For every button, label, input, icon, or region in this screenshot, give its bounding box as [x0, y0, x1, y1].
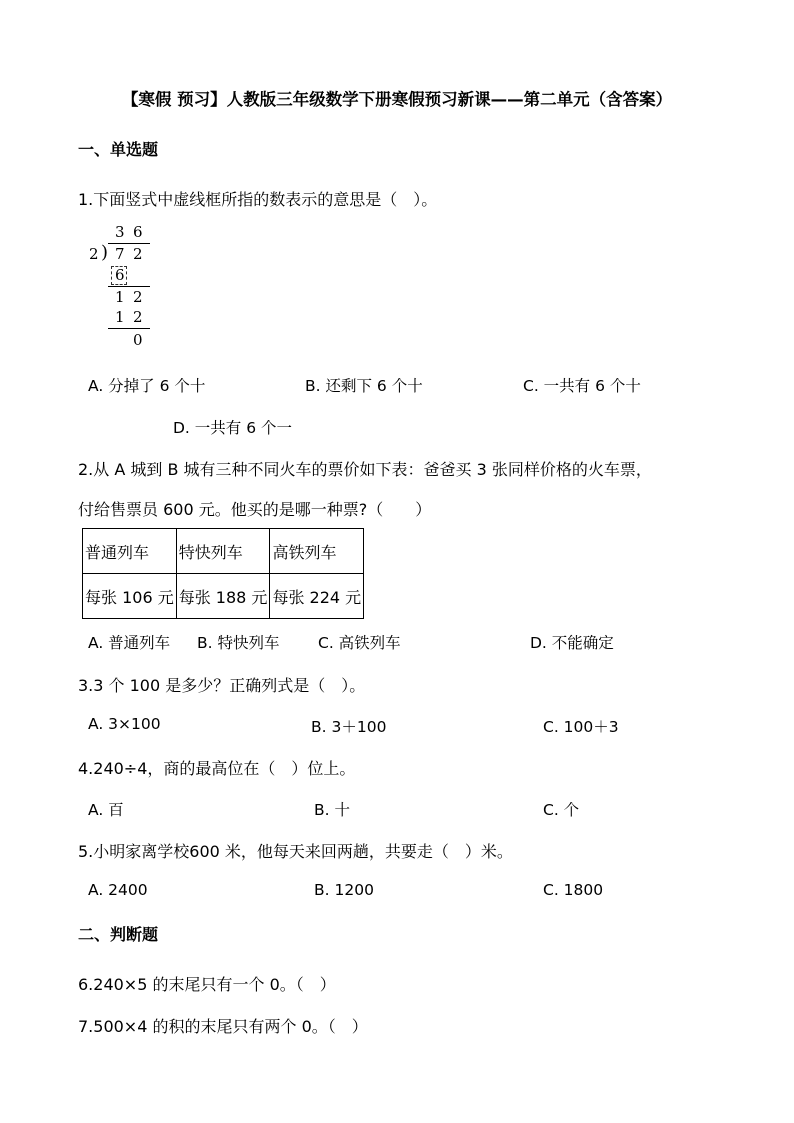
- table-cell: 每张 224 元: [270, 574, 364, 619]
- quotient-digit: 3: [115, 223, 125, 241]
- table-cell: 每张 106 元: [83, 574, 177, 619]
- remainder-digit: 1: [115, 288, 125, 306]
- dividend-digit: 7: [115, 245, 125, 263]
- q1-option-c[interactable]: C. 一共有 6 个十: [523, 377, 641, 395]
- q1-option-a[interactable]: A. 分掉了 6 个十: [88, 377, 206, 395]
- table-header-cell: 高铁列车: [270, 529, 364, 574]
- q2-option-b[interactable]: B. 特快列车: [197, 634, 280, 652]
- final-remainder: 0: [133, 331, 143, 349]
- q1-option-d[interactable]: D. 一共有 6 个一: [173, 419, 293, 437]
- subtraction-line: [108, 328, 150, 329]
- table-cell: 每张 188 元: [176, 574, 270, 619]
- question-4: 4.240÷4，商的最高位在（ ）位上。: [78, 759, 356, 778]
- remainder-digit: 2: [133, 288, 143, 306]
- table-row: [83, 529, 364, 574]
- q5-option-c[interactable]: C. 1800: [543, 881, 604, 899]
- section-true-false: 二、判断题: [78, 925, 159, 944]
- question-2-line-1: 2.从 A 城到 B 城有三种不同火车的票价如下表：爸爸买 3 张同样价格的火车票，: [78, 460, 652, 479]
- q3-option-a[interactable]: A. 3×100: [88, 715, 161, 733]
- division-bracket: ): [101, 242, 109, 263]
- q5-option-b[interactable]: B. 1200: [314, 881, 374, 899]
- q2-option-a[interactable]: A. 普通列车: [88, 634, 171, 652]
- q3-option-b[interactable]: B. 3＋100: [311, 718, 387, 736]
- q4-option-b[interactable]: B. 十: [314, 801, 350, 819]
- q2-option-c[interactable]: C. 高铁列车: [318, 634, 401, 652]
- subtract-digit: 1: [115, 308, 125, 326]
- q4-option-c[interactable]: C. 个: [543, 801, 580, 819]
- q3-option-c[interactable]: C. 100＋3: [543, 718, 619, 736]
- subtraction-line: [108, 286, 150, 287]
- table-row: [83, 574, 364, 619]
- question-1: 1.下面竖式中虚线框所指的数表示的意思是（ ）。: [78, 190, 438, 209]
- q1-option-b[interactable]: B. 还剩下 6 个十: [305, 377, 423, 395]
- ticket-price-table: [82, 528, 364, 619]
- question-5: 5.小明家离学校600 米，他每天来回两趟，共要走（ ）米。: [78, 842, 513, 861]
- table-header-cell: 普通列车: [83, 529, 177, 574]
- q5-option-a[interactable]: A. 2400: [88, 881, 148, 899]
- divisor: 2: [89, 245, 99, 263]
- section-single-choice: 一、单选题: [78, 140, 159, 159]
- q2-option-d[interactable]: D. 不能确定: [530, 634, 614, 652]
- quotient-digit: 6: [133, 223, 143, 241]
- step-digit-highlighted: 6: [115, 266, 125, 284]
- q4-option-a[interactable]: A. 百: [88, 801, 124, 819]
- subtract-digit: 2: [133, 308, 143, 326]
- question-3: 3.3 个 100 是多少？正确列式是（ ）。: [78, 676, 366, 695]
- dividend-digit: 2: [133, 245, 143, 263]
- question-7: 7.500×4 的积的末尾只有两个 0。（ ）: [78, 1017, 368, 1036]
- table-header-cell: 特快列车: [176, 529, 270, 574]
- question-6: 6.240×5 的末尾只有一个 0。（ ）: [78, 975, 336, 994]
- long-division-figure: [84, 222, 192, 350]
- document-title: 【寒假 预习】人教版三年级数学下册寒假预习新课——第二单元（含答案）: [121, 90, 673, 109]
- division-bar: [108, 243, 150, 244]
- question-2-line-2: 付给售票员 600 元。他买的是哪一种票?（ ）: [78, 500, 432, 519]
